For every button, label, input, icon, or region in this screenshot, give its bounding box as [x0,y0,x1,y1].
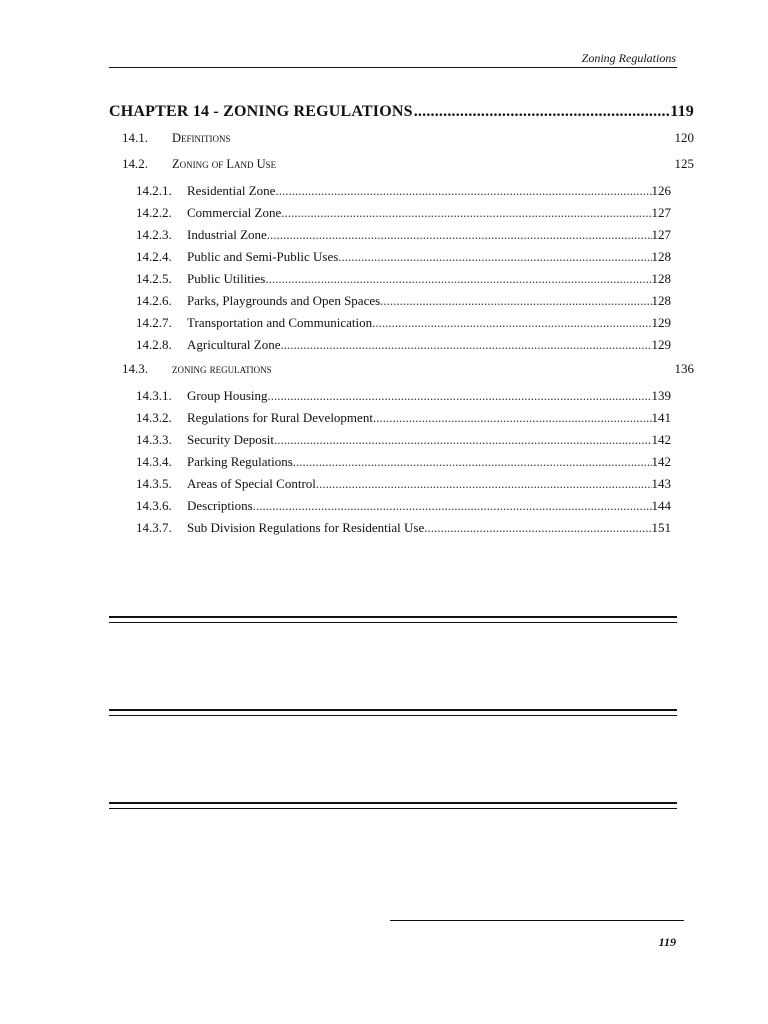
table-of-contents [109,103,694,544]
subsection-number: 14.3.1. [136,388,172,403]
subsection-number: 14.3.2. [136,410,172,425]
chapter-title: CHAPTER 14 - ZONING REGULATIONS [109,103,413,120]
double-rule-divider [109,802,677,809]
toc-subsection[interactable] [109,432,671,454]
subsection-number: 14.3.4. [136,454,172,469]
subsection-title: Parks, Playgrounds and Open Spaces [187,293,381,308]
subsection-title: Regulations for Rural Development [187,410,373,425]
dot-leader [414,103,670,121]
toc-section-14-3[interactable] [109,361,694,387]
subsection-number: 14.2.5. [136,271,172,286]
subsection-page: 141 [651,410,671,425]
subsection-title: Transportation and Communication [187,315,373,330]
section-title: Definitions [172,131,231,145]
section-page: 136 [674,361,694,376]
toc-subsection[interactable] [109,183,671,205]
double-rule-divider [109,709,677,716]
section-number: 14.1. [122,130,148,145]
subsection-number: 14.2.3. [136,227,172,242]
section-title: zoning regulations [172,362,272,376]
dot-leader [338,249,651,265]
toc-subsection[interactable] [109,337,671,359]
toc-subsection[interactable] [109,454,671,476]
subsection-title: Sub Division Regulations for Residential Use [187,520,425,535]
toc-subsection[interactable] [109,498,671,520]
subsection-page: 128 [651,249,671,264]
subsection-page: 144 [651,498,671,513]
section-title: Zoning of Land Use [172,157,277,171]
subsection-page: 142 [651,454,671,469]
subsection-number: 14.2.7. [136,315,172,330]
dot-leader [268,388,652,404]
subsection-number: 14.2.6. [136,293,172,308]
toc-subsection[interactable] [109,315,671,337]
toc-subsection[interactable] [109,293,671,315]
dot-leader [424,520,651,536]
subsection-title: Public Utilities [187,271,266,286]
subsection-number: 14.2.2. [136,205,172,220]
toc-subsection[interactable] [109,205,671,227]
subsection-title: Security Deposit [187,432,275,447]
dot-leader [253,498,652,514]
dot-leader [372,315,651,331]
dot-leader [380,293,651,309]
subsection-title: Areas of Special Control [187,476,316,491]
section-number: 14.3. [122,361,148,376]
toc-subsection[interactable] [109,271,671,293]
toc-subsection[interactable] [109,388,671,410]
dot-leader [281,205,651,221]
subsection-page: 143 [651,476,671,491]
dot-leader [265,271,651,287]
subsection-page: 126 [651,183,671,198]
subsection-title: Public and Semi-Public Uses [187,249,339,264]
dot-leader [373,410,652,426]
subsection-title: Descriptions [187,498,253,513]
subsection-page: 127 [651,205,671,220]
subsection-title: Industrial Zone [187,227,267,242]
subsection-number: 14.2.4. [136,249,172,264]
dot-leader [275,183,651,199]
toc-subsection[interactable] [109,227,671,249]
header-rule [109,67,677,68]
toc-section-14-1[interactable] [109,130,694,156]
subsection-page: 129 [651,337,671,352]
subsection-page: 139 [651,388,671,403]
double-rule-divider [109,616,677,623]
dot-leader [293,454,652,470]
subsection-page: 128 [651,293,671,308]
subsection-page: 129 [651,315,671,330]
toc-section-14-2[interactable] [109,156,694,182]
subsection-title: Commercial Zone [187,205,282,220]
toc-subsection[interactable] [109,410,671,432]
subsection-title: Residential Zone [187,183,276,198]
toc-subsection[interactable] [109,249,671,271]
dot-leader [267,227,652,243]
subsection-number: 14.3.5. [136,476,172,491]
dot-leader [281,337,652,353]
section-page: 125 [674,156,694,171]
toc-chapter-entry[interactable] [109,103,694,121]
footer-rule [390,920,684,921]
subsection-page: 128 [651,271,671,286]
subsection-number: 14.3.7. [136,520,172,535]
subsection-number: 14.2.8. [136,337,172,352]
toc-subsection[interactable] [109,520,671,542]
dot-leader [274,432,651,448]
subsection-page: 142 [651,432,671,447]
section-page: 120 [674,130,694,145]
subsection-page: 127 [651,227,671,242]
page-number: 119 [658,935,676,949]
subsection-number: 14.2.1. [136,183,172,198]
chapter-page: 119 [670,103,694,120]
section-number: 14.2. [122,156,148,171]
subsection-title: Parking Regulations [187,454,293,469]
toc-subsection[interactable] [109,476,671,498]
dot-leader [316,476,652,492]
page-header-title: Zoning Regulations [581,51,676,65]
subsection-number: 14.3.3. [136,432,172,447]
subsection-number: 14.3.6. [136,498,172,513]
subsection-page: 151 [651,520,671,535]
subsection-title: Agricultural Zone [187,337,281,352]
subsection-title: Group Housing [187,388,268,403]
